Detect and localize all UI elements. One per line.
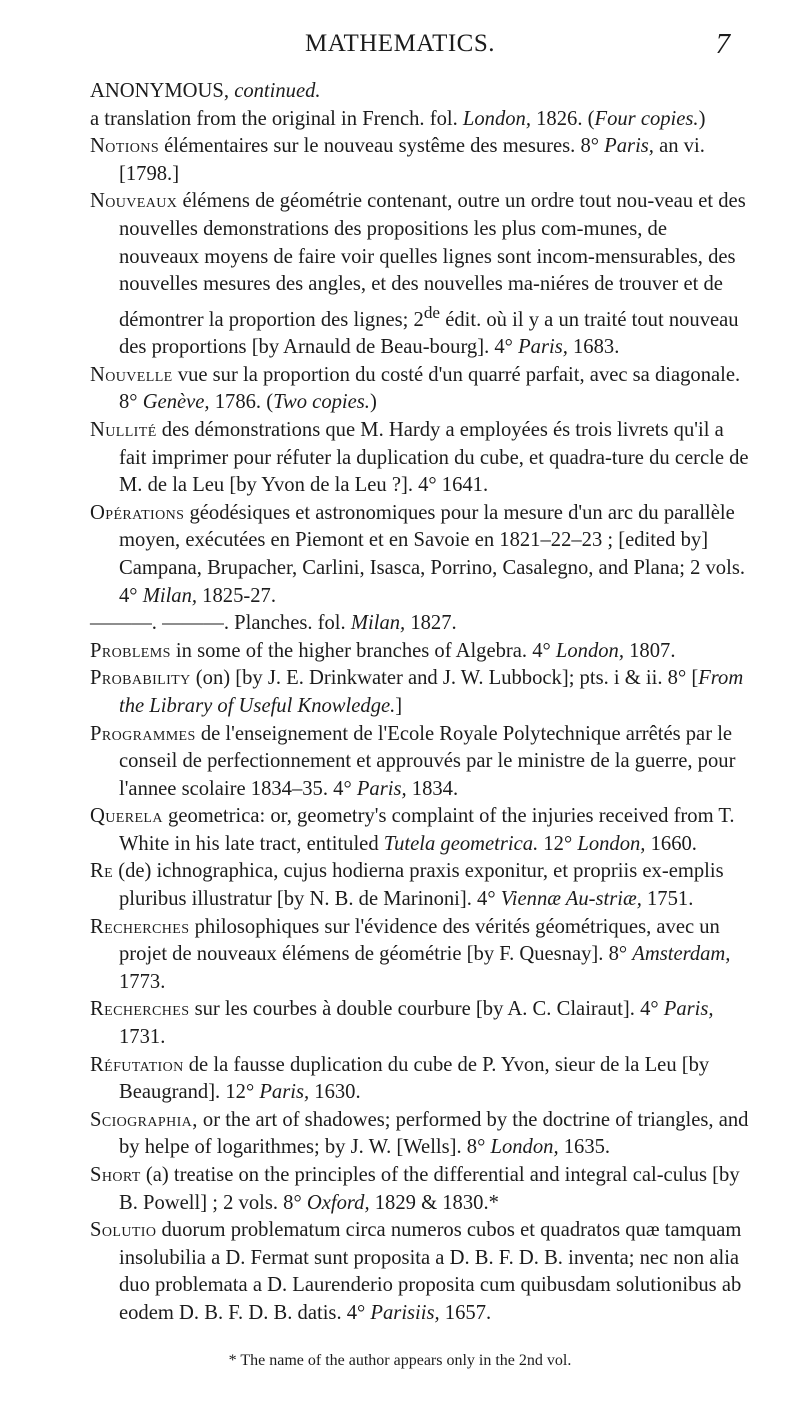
entry-heading: Notions — [90, 135, 160, 158]
catalogue-entry: Querela geometrica: or, geometry's complaint of the injuries received from T. White in his late tract, entituled Tutela geometrica. 12° London, 1660. — [90, 805, 735, 855]
catalogue-entry: Opérations géodésiques et astronomiques pour la mesure d'un arc du parallèle moyen, exécutées en Piemont et en Savoie en 1821–22–23 ; [edited by] Campana, Brupacher, Carlini, Isasca, Porrino, Casalegno, and Plana; 2 vols. 4° Milan, 1825-27. — [90, 501, 745, 607]
running-title: MATHEMATICS. — [304, 30, 496, 57]
catalogue-entry: Nouveaux élémens de géométrie contenant, outre un ordre tout nou-veau et des nouvelles demonstrations des propositions les plus com-munes, de nouveaux moyens de faire voir quelles lignes sont incom-mensurables, des nouvelles mesures des angles, et des nouvelles ma-niéres de trouver et de démontrer la proportion des lignes; 2de édit. où il y a un traité tout nouveau des proportions [by Arnauld de Beau-bourg]. 4° Paris, 1683. — [90, 190, 746, 359]
catalogue-entry: Nullité des démonstrations que M. Hardy a employées és trois livrets qu'il a fait imprimer pour réfuter la duplication du cube, et quadra-ture du cercle de M. de la Leu [by Yvon de la Leu ?]. 4° 1641. — [90, 418, 749, 497]
entry-heading: Querela — [90, 805, 163, 828]
entry-heading: Nouvelle — [90, 363, 173, 386]
section-author: ANONYMOUS, — [90, 80, 230, 102]
catalogue-entry: a translation from the original in French. fol. London, 1826. (Four copies.) — [90, 107, 706, 130]
catalogue-entry: Programmes de l'enseignement de l'Ecole Royale Polytechnique arrêtés par le conseil de perfectionnement et approuvés par le ministre de la guerre, pour l'annee scolaire 1834–35. 4° Paris, 1834. — [90, 722, 736, 800]
entry-heading: Recherches — [90, 998, 190, 1021]
catalogue-entry: Solutio duorum problematum circa numeros cubos et quadratos quæ tamquam insolubilia a D. Fermat sunt proposita a D. B. F. D. B. inventa; nec non alia duo problemata a D. Laurenderio proposita cum quibusdam solutionibus ab eodem D. B. F. D. B. datis. 4° Parisiis, 1657. — [90, 1219, 742, 1324]
catalogue-entry: Réfutation de la fausse duplication du cube de P. Yvon, sieur de la Leu [by Beaugrand]. 12° Paris, 1630. — [90, 1053, 710, 1104]
catalogue-entry: Sciographia, or the art of shadowes; performed by the doctrine of triangles, and by helpe of logarithmes; by J. W. [Wells]. 8° London, 1635. — [90, 1108, 749, 1159]
entry-heading: Problems — [90, 639, 171, 662]
entry-heading: Solutio — [90, 1219, 157, 1242]
catalogue-body — [90, 78, 752, 1328]
entry-heading: Opérations — [90, 501, 185, 524]
catalogue-entry: Recherches sur les courbes à double courbure [by A. C. Clairaut]. 4° Paris, 1731. — [90, 998, 714, 1049]
catalogue-entry: Recherches philosophiques sur l'évidence des vérités géométriques, avec un projet de nouveaux élémens de géométrie [by F. Quesnay]. 8° Amsterdam, 1773. — [90, 915, 731, 993]
entry-heading: Probability — [90, 667, 191, 690]
footnote: * The name of the author appears only in the 2nd vol. — [228, 1352, 572, 1369]
section-heading — [90, 78, 752, 106]
entry-heading: Programmes — [90, 722, 196, 745]
catalogue-entry: Re (de) ichnographica, cujus hodierna praxis exponitur, et propriis ex-emplis pluribus illustratur [by N. B. de Marinoni]. 4° Viennæ Au-striæ, 1751. — [90, 860, 724, 911]
catalogue-entry: Probability (on) [by J. E. Drinkwater and J. W. Lubbock]; pts. i & ii. 8° [From the Library of Useful Knowledge.] — [90, 667, 744, 717]
entry-heading: Recherches — [90, 915, 190, 938]
catalogue-entry: Nouvelle vue sur la proportion du costé d'un quarré parfait, avec sa diagonale. 8° Genève, 1786. (Two copies.) — [90, 363, 741, 414]
entry-heading: Nouveaux — [90, 190, 178, 213]
catalogue-entry: Problems in some of the higher branches of Algebra. 4° London, 1807. — [90, 639, 676, 662]
catalogue-entry: Notions élémentaires sur le nouveau systême des mesures. 8° Paris, an vi. [1798.] — [90, 135, 705, 185]
page-number: 7 — [715, 28, 730, 60]
entry-heading: Short — [90, 1164, 141, 1187]
catalogue-entry: Short (a) treatise on the principles of the differential and integral cal-culus [by B. Powell] ; 2 vols. 8° Oxford, 1829 & 1830.* — [90, 1164, 740, 1214]
catalogue-entry: ———. ———. Planches. fol. Milan, 1827. — [90, 612, 457, 635]
running-head — [0, 30, 800, 64]
entry-heading: Réfutation — [90, 1053, 184, 1076]
section-continued: continued. — [234, 80, 321, 102]
entry-heading: Nullité — [90, 418, 157, 441]
entry-heading: Re — [90, 860, 114, 883]
entry-heading: Sciographia, — [90, 1108, 198, 1131]
